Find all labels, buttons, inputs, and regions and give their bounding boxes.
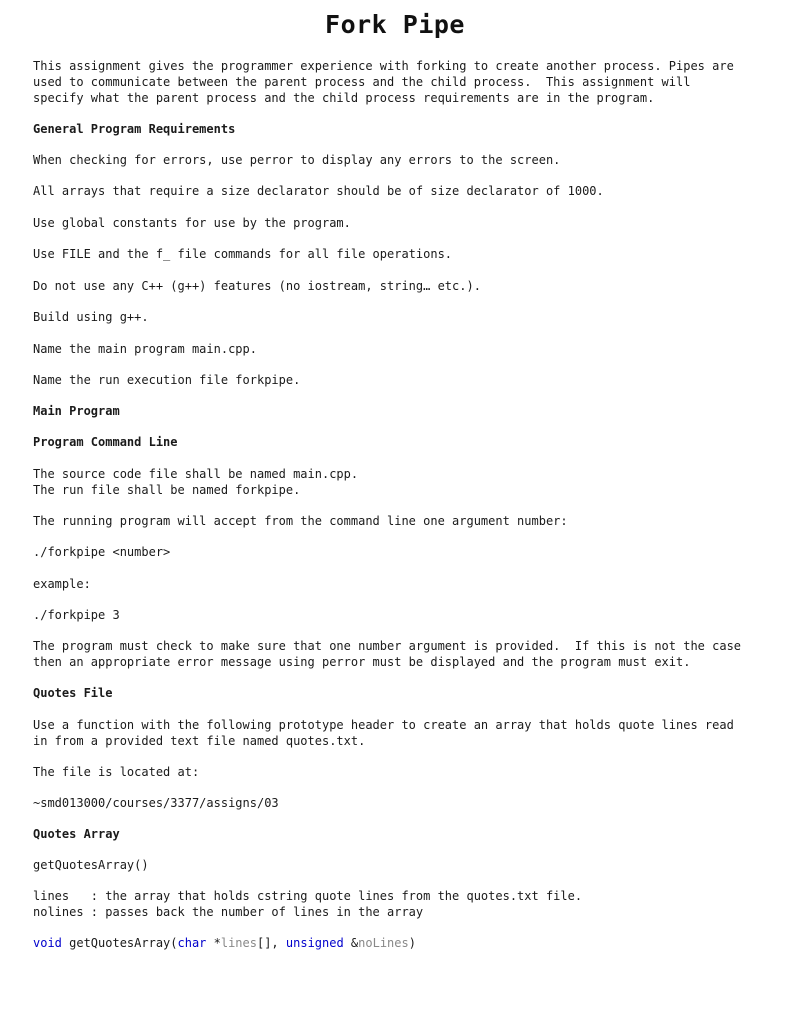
close-paren-token: ) xyxy=(408,936,416,950)
cmdline-accept-line: The running program will accept from the command line one argument number: xyxy=(33,514,568,528)
nolines-parameter: noLines xyxy=(358,936,409,950)
function-name: getQuotesArray() xyxy=(33,858,149,872)
intro-line-3: specify what the parent process and the child process requirements are in the program. xyxy=(33,91,655,105)
param-nolines-description: nolines : passes back the number of lines in the array xyxy=(33,905,424,919)
general-item-constants: Use global constants for use by the program. xyxy=(33,216,351,230)
general-item-exec-name: Name the run execution file forkpipe. xyxy=(33,373,301,387)
general-item-file-ops: Use FILE and the f_ file commands for all file operations. xyxy=(33,247,453,261)
general-requirements-heading: General Program Requirements xyxy=(33,122,236,136)
argument-check-line-2: then an appropriate error message using perror must be displayed and the program must exit. xyxy=(33,655,691,669)
argument-check-line-1: The program must check to make sure that one number argument is provided. If this is not the case xyxy=(33,639,742,653)
intro-line-2: used to communicate between the parent process and the child process. This assignment will xyxy=(33,75,691,89)
example-label: example: xyxy=(33,577,91,591)
intro-line-1: This assignment gives the programmer experience with forking to create another process. Pipes are xyxy=(33,59,734,73)
quotes-array-heading: Quotes Array xyxy=(33,827,120,841)
quotes-file-heading: Quotes File xyxy=(33,686,113,700)
page-title: Fork Pipe xyxy=(325,10,465,39)
lines-parameter: lines xyxy=(220,936,257,950)
quotes-desc-line-1: Use a function with the following prototype header to create an array that holds quote lines read xyxy=(33,718,734,732)
function-name-token: getQuotesArray( xyxy=(61,936,178,950)
general-item-no-cpp: Do not use any C++ (g++) features (no iostream, string… etc.). xyxy=(33,279,481,293)
general-item-array-size: All arrays that require a size declarator should be of size declarator of 1000. xyxy=(33,184,604,198)
pointer-token: * xyxy=(206,936,221,950)
quotes-desc-line-2: in from a provided text file named quotes.txt. xyxy=(33,734,366,748)
example-command: ./forkpipe 3 xyxy=(33,608,120,622)
cmdline-usage: ./forkpipe <number> xyxy=(33,545,171,559)
command-line-heading: Program Command Line xyxy=(33,435,178,449)
unsigned-type-keyword: unsigned xyxy=(285,936,344,950)
main-program-heading: Main Program xyxy=(33,404,120,418)
cmdline-source-line: The source code file shall be named main.cpp. xyxy=(33,467,359,481)
return-type-keyword: void xyxy=(33,936,62,950)
char-type-keyword: char xyxy=(177,936,207,950)
general-item-perror: When checking for errors, use perror to display any errors to the screen. xyxy=(33,153,561,167)
function-signature xyxy=(33,935,416,951)
separator-token: [], xyxy=(256,936,286,950)
cmdline-run-line: The run file shall be named forkpipe. xyxy=(33,483,301,497)
general-item-main-name: Name the main program main.cpp. xyxy=(33,342,257,356)
file-path: ~smd013000/courses/3377/assigns/03 xyxy=(33,796,279,810)
file-location-label: The file is located at: xyxy=(33,765,200,779)
general-item-build: Build using g++. xyxy=(33,310,149,324)
reference-token: & xyxy=(343,936,359,950)
param-lines-description: lines : the array that holds cstring quote lines from the quotes.txt file. xyxy=(33,889,583,903)
